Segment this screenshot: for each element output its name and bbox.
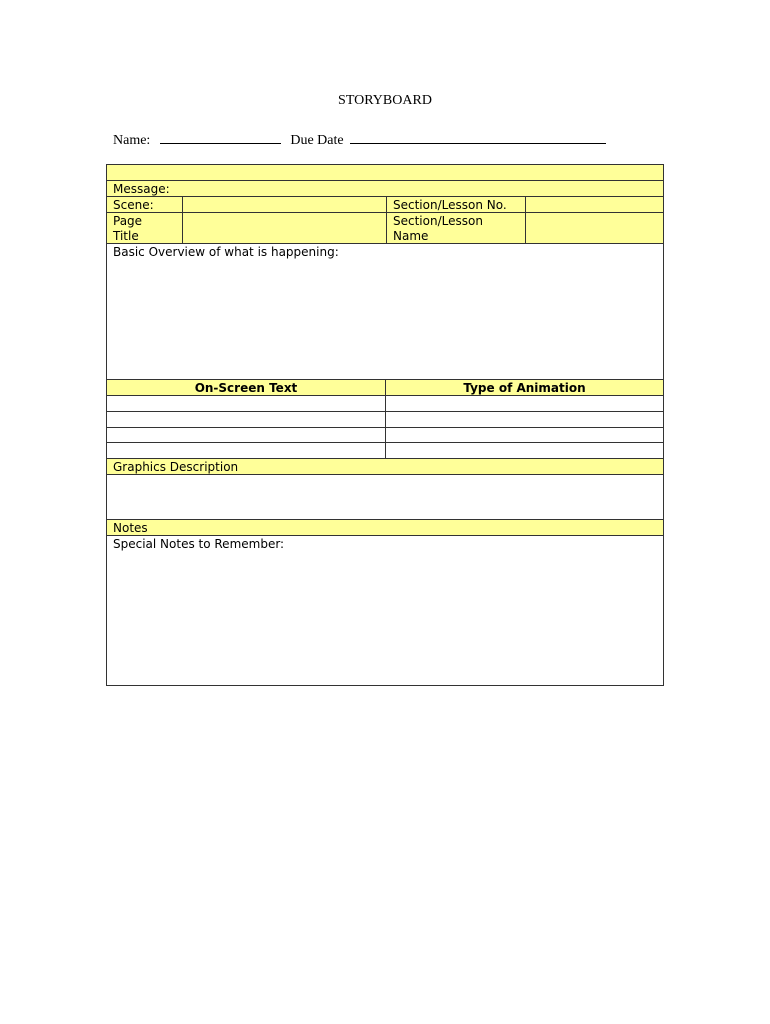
name-label: Name: (113, 133, 151, 148)
table-row (107, 396, 663, 412)
storyboard-form (106, 164, 664, 686)
special-notes-area[interactable] (107, 536, 663, 685)
on-screen-text-cell[interactable] (107, 412, 385, 427)
table-row (107, 428, 663, 443)
name-blank[interactable] (160, 129, 281, 144)
scene-field[interactable] (182, 197, 386, 212)
page-title-field[interactable] (182, 213, 386, 243)
scene-label: Scene: (113, 198, 154, 212)
animation-cell[interactable] (385, 412, 663, 427)
section-lesson-name-field[interactable] (525, 213, 663, 243)
section-lesson-no-field[interactable] (525, 197, 663, 212)
page-title-row (107, 213, 663, 244)
page-title-label-line2: Title (113, 229, 139, 243)
on-screen-text-header: On-Screen Text (194, 381, 298, 395)
header-blank-row[interactable] (107, 165, 663, 181)
scene-row (107, 197, 663, 213)
graphics-description-row (107, 459, 663, 475)
graphics-description-area[interactable] (107, 475, 663, 520)
notes-label: Notes (113, 521, 148, 535)
page-title-label-line1: Page (113, 214, 143, 228)
message-label: Message: (113, 182, 170, 196)
on-screen-text-cell[interactable] (107, 428, 385, 442)
due-date-blank[interactable] (350, 129, 606, 144)
animation-cell[interactable] (385, 443, 663, 458)
graphics-description-label: Graphics Description (113, 460, 239, 474)
due-date-label: Due Date (290, 133, 344, 148)
on-screen-text-cell[interactable] (107, 443, 385, 458)
name-due-date-line (113, 129, 606, 149)
table-row (107, 412, 663, 428)
text-animation-header-row (107, 380, 663, 396)
animation-cell[interactable] (385, 396, 663, 411)
notes-row (107, 520, 663, 536)
overview-label: Basic Overview of what is happening: (113, 245, 339, 259)
special-notes-label: Special Notes to Remember: (113, 537, 285, 551)
animation-cell[interactable] (385, 428, 663, 442)
on-screen-text-cell[interactable] (107, 396, 385, 411)
type-of-animation-header: Type of Animation (385, 380, 663, 395)
section-lesson-name-label (386, 213, 525, 243)
page-title-label (107, 213, 182, 243)
section-lesson-name-line2: Name (393, 229, 429, 243)
message-row[interactable] (107, 181, 663, 197)
document-title: STORYBOARD (338, 93, 432, 108)
section-lesson-no-label: Section/Lesson No. (386, 197, 525, 212)
section-lesson-name-line1: Section/Lesson (393, 214, 483, 228)
overview-area[interactable] (107, 244, 663, 380)
table-row (107, 443, 663, 459)
